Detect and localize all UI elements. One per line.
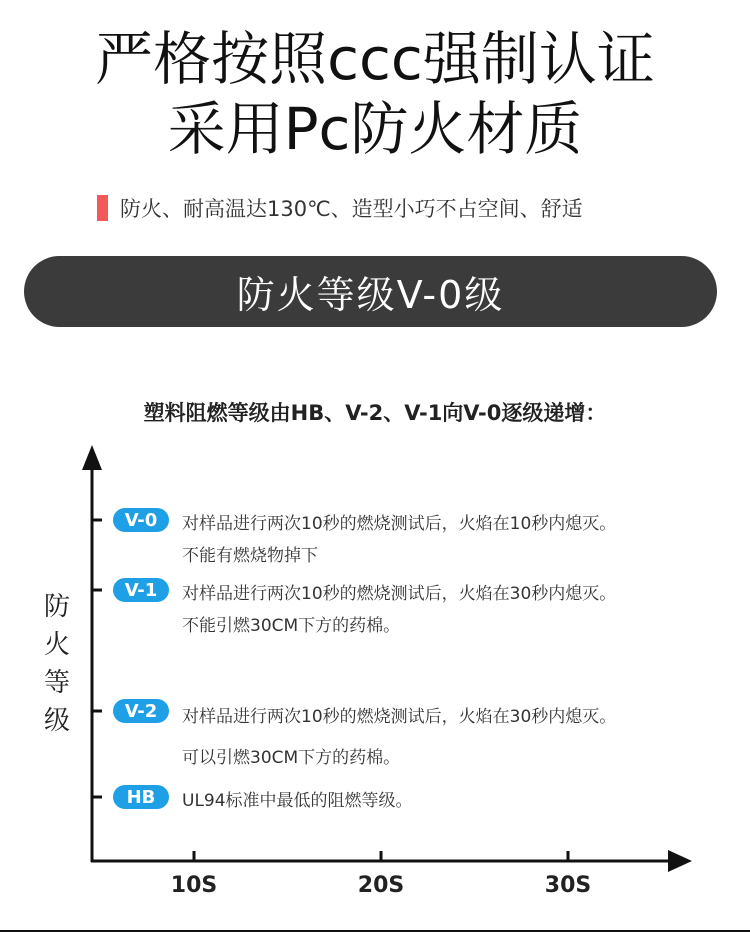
- headline-line-2: 采用Pc防火材质: [167, 95, 583, 163]
- x-tick-label-20s: 20S: [357, 873, 405, 898]
- level-v0-line2: 不能有燃烧物掉下: [182, 546, 318, 566]
- badge-v1: V-1: [113, 578, 169, 602]
- fire-rating-banner: 防火等级V-0级: [24, 256, 717, 327]
- y-axis-arrow: [82, 445, 102, 470]
- intro-text: 塑料阻燃等级由HB、V-2、V-1向V-0逐级递增：: [143, 401, 607, 425]
- badge-v2: V-2: [113, 699, 169, 723]
- level-v1-line1: 对样品进行两次10秒的燃烧测试后，火焰在30秒内熄灭。: [182, 584, 617, 604]
- level-v2-line2: 可以引燃30CM下方的药棉。: [182, 748, 401, 768]
- x-tick-label-10s: 10S: [170, 873, 218, 898]
- headline-line-1: 严格按照ccc强制认证: [95, 25, 655, 93]
- level-v1-line2: 不能引燃30CM下方的药棉。: [182, 616, 401, 636]
- level-hb-line1: UL94标准中最低的阻燃等级。: [182, 791, 413, 811]
- badge-v0: V-0: [113, 508, 169, 532]
- x-tick-label-30s: 30S: [544, 873, 592, 898]
- x-axis-arrow: [668, 850, 692, 872]
- subtitle-text: 防火、耐高温达130℃、造型小巧不占空间、舒适: [120, 197, 583, 221]
- y-axis-label: 防火等级: [43, 592, 70, 736]
- level-v0-line1: 对样品进行两次10秒的燃烧测试后，火焰在10秒内熄灭。: [182, 514, 617, 534]
- level-v2-line1: 对样品进行两次10秒的燃烧测试后，火焰在30秒内熄灭。: [182, 707, 617, 727]
- badge-hb: HB: [113, 785, 169, 809]
